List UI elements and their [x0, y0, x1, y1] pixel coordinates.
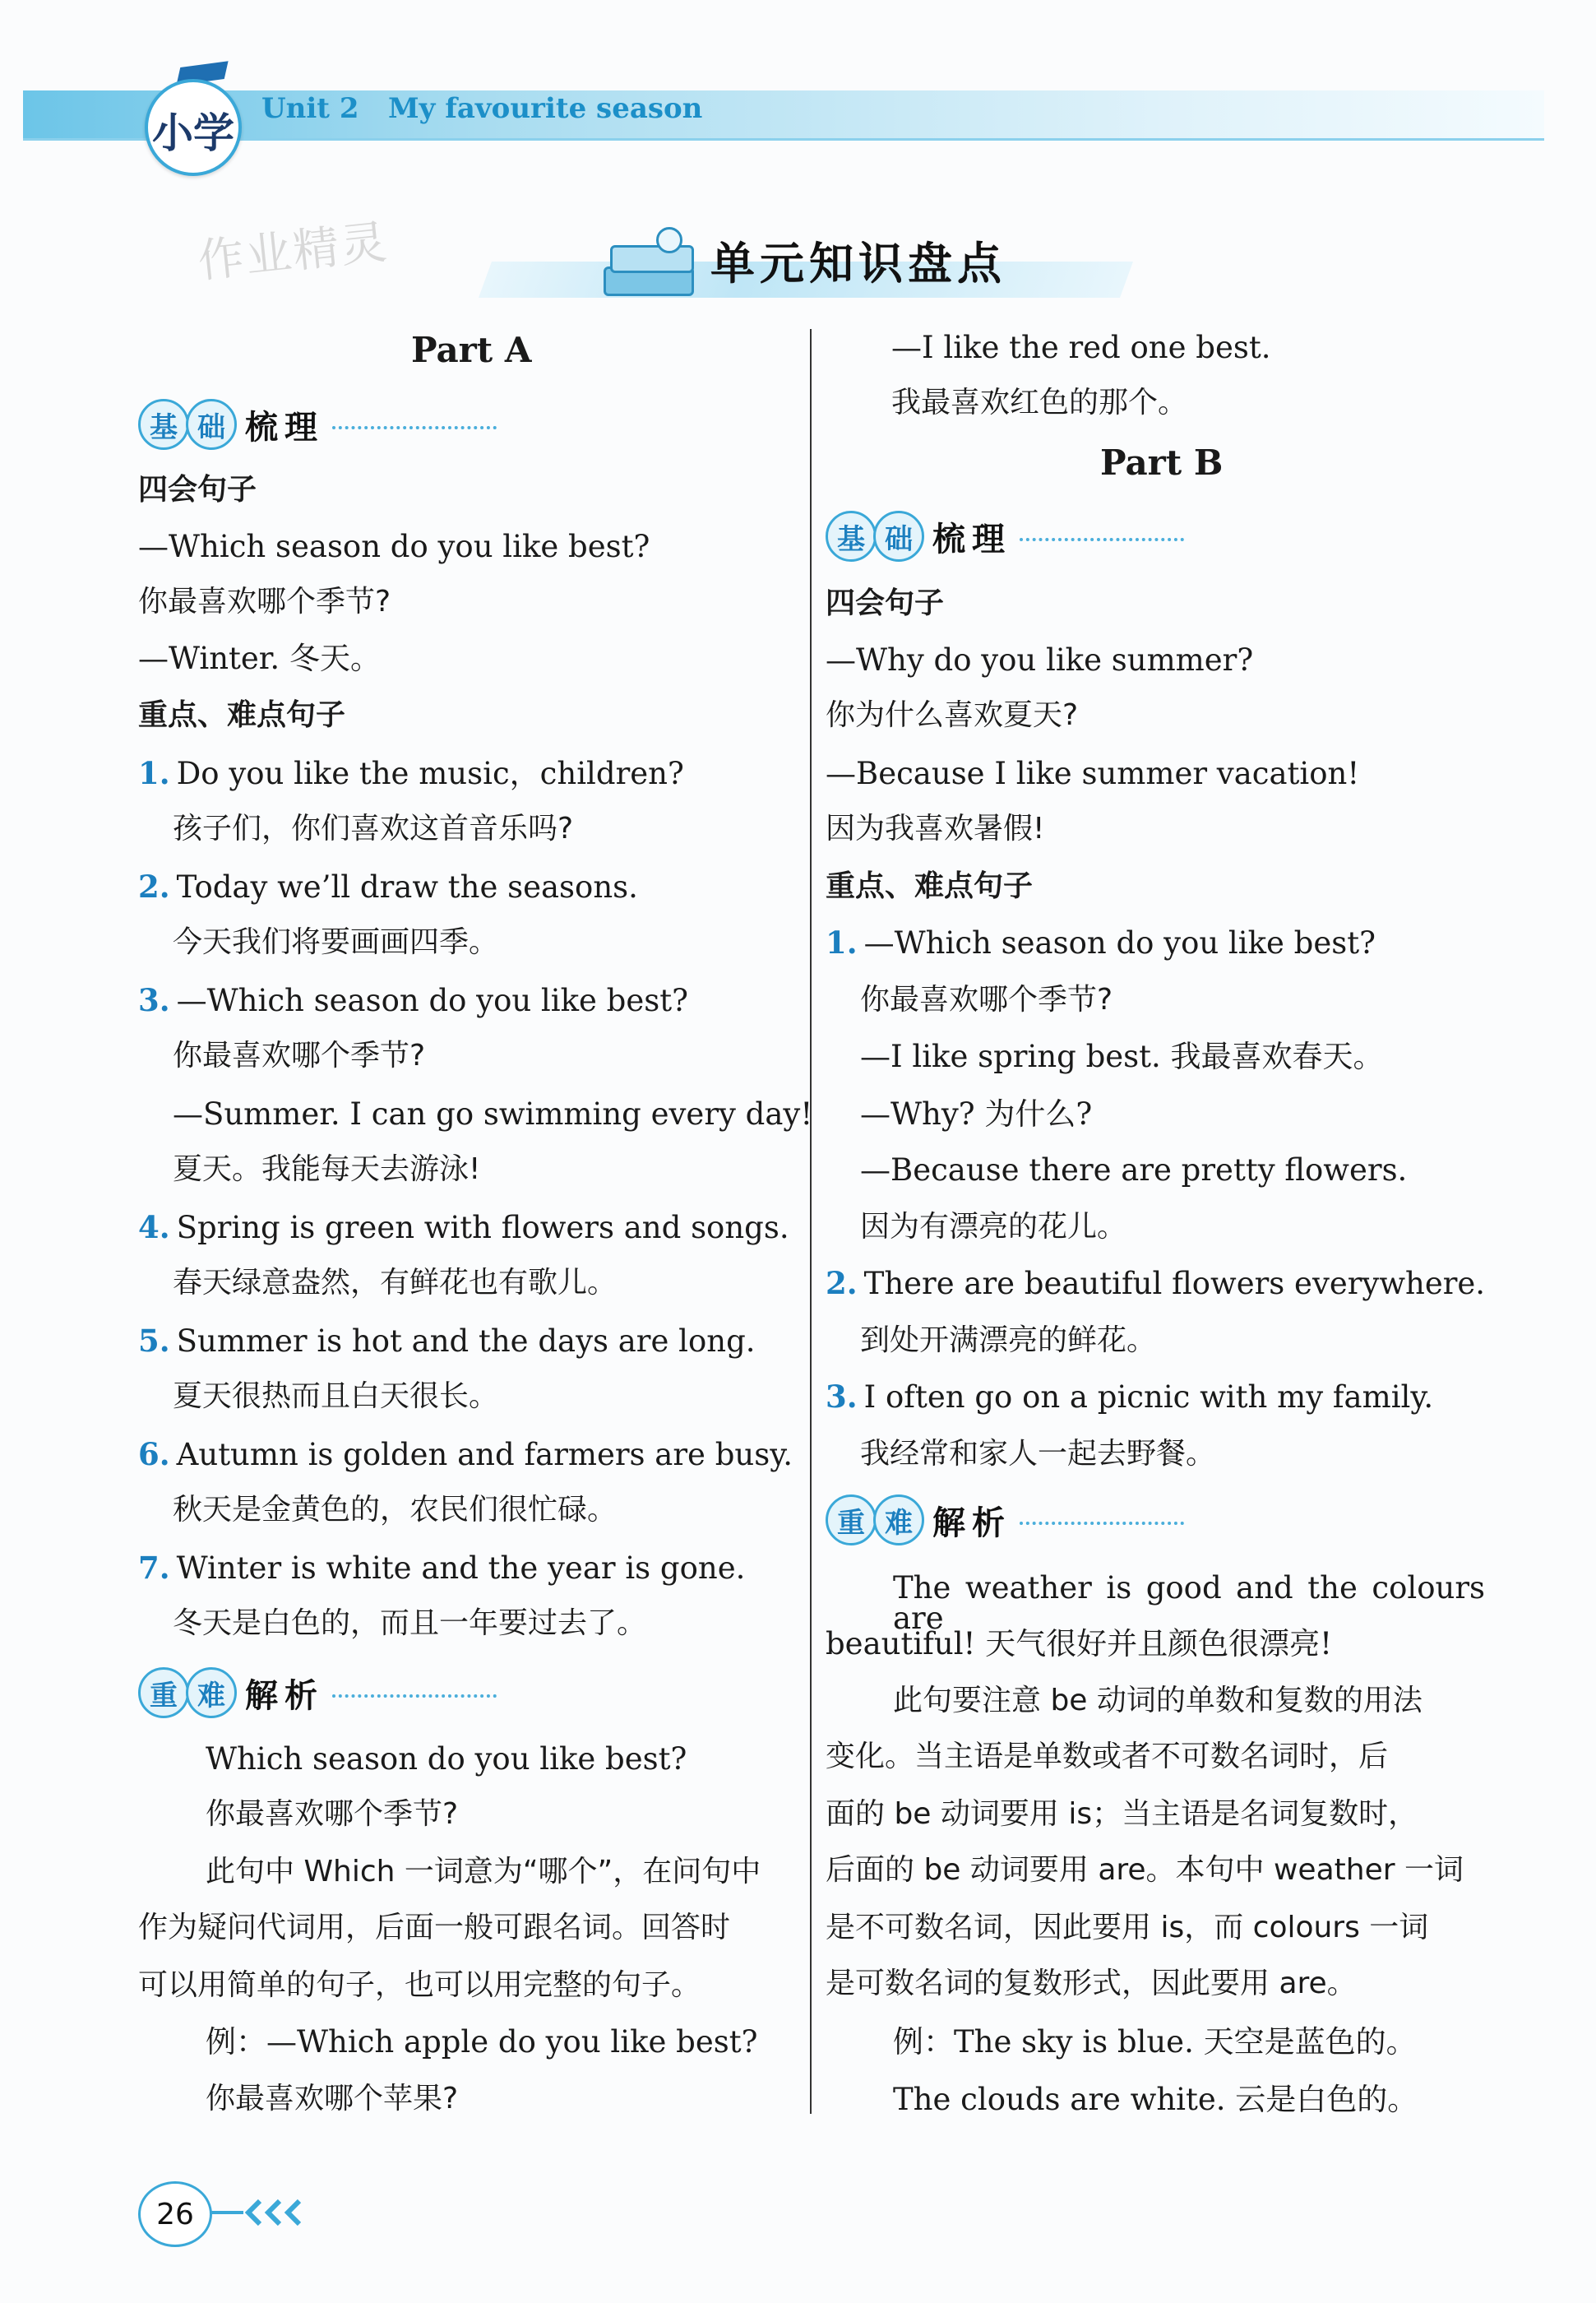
right-item-3-cn: 我经常和家人一起去野餐。 — [860, 1437, 1216, 1471]
right-paragraph-1: 此句要注意 be 动词的单数和复数的用法 — [893, 1684, 1423, 1717]
left-s2: —Winter. 冬天。 — [138, 641, 381, 676]
item-number: 5. — [138, 1323, 170, 1359]
right-item-1-en3: —Why? 为什么? — [860, 1096, 1093, 1132]
right-paragraph-4: 后面的 be 动词要用 are。本句中 weather 一词 — [826, 1853, 1464, 1887]
right-paragraph-5: 是不可数名词，因此要用 is，而 colours 一词 — [826, 1911, 1429, 1944]
left-item-6 — [138, 1436, 793, 1472]
tag-dots — [1020, 1522, 1184, 1525]
item-en: Today we’ll draw the seasons. — [176, 869, 638, 905]
right-s1-cn: 你为什么喜欢夏天? — [826, 698, 1079, 732]
item-en: Summer is hot and the days are long. — [176, 1323, 756, 1359]
left-s1: —Which season do you like best? — [138, 529, 650, 564]
left-item-7 — [138, 1550, 746, 1586]
tag-char-1: 基 — [138, 399, 189, 450]
item-number: 4. — [138, 1209, 170, 1245]
left-item-5 — [138, 1323, 756, 1359]
tag-basic-right — [826, 510, 1184, 563]
item-en: —Which season do you like best? — [863, 925, 1376, 961]
part-a-title: Part A — [411, 330, 532, 370]
item-number: 6. — [138, 1436, 170, 1472]
page-number: 26 — [138, 2181, 212, 2247]
right-weather-2: beautiful! 天气很好并且颜色很漂亮! — [826, 1626, 1333, 1661]
tag-analysis-right — [826, 1494, 1184, 1546]
right-item-2-cn: 到处开满漂亮的鲜花。 — [860, 1323, 1157, 1357]
tag-char-2: 难 — [873, 1494, 924, 1545]
right-item-1-cn4: 因为有漂亮的花儿。 — [860, 1210, 1127, 1244]
left-item-2-cn: 今天我们将要画画四季。 — [173, 925, 499, 959]
left-item-3-cn: 你最喜欢哪个季节? — [173, 1039, 426, 1073]
item-number: 2. — [826, 1265, 858, 1301]
left-item-1-cn: 孩子们，你们喜欢这首音乐吗? — [173, 812, 574, 846]
left-item-2 — [138, 869, 638, 905]
left-item-4-cn: 春天绿意盎然，有鲜花也有歌儿。 — [173, 1266, 618, 1300]
item-number: 1. — [826, 924, 858, 961]
unit-title: My favourite season — [388, 92, 703, 125]
tag-label: 梳理 — [932, 520, 1011, 558]
left-item-7-cn: 冬天是白色的，而且一年要过去了。 — [173, 1606, 647, 1640]
item-number: 3. — [138, 982, 170, 1018]
tag-label: 梳理 — [245, 408, 324, 447]
right-example-2: The clouds are white. 云是白色的。 — [893, 2082, 1418, 2117]
tag-dots — [332, 1694, 497, 1698]
right-paragraph-6: 是可数名词的复数形式，因此要用 are。 — [826, 1967, 1357, 2000]
key-heading-left: 重点、难点句子 — [138, 698, 346, 732]
tag-dots — [332, 426, 497, 429]
left-item-4 — [138, 1209, 789, 1245]
right-item-1-cn: 你最喜欢哪个季节? — [860, 983, 1113, 1017]
tag-basic-left — [138, 398, 497, 451]
right-item-1-en4: —Because there are pretty flowers. — [860, 1152, 1408, 1188]
left-item-3-en2: —Summer. I can go swimming every day! — [173, 1096, 813, 1132]
right-example-1: 例：The sky is blue. 天空是蓝色的。 — [893, 2024, 1417, 2060]
item-number: 2. — [138, 869, 170, 905]
arrow-decoration-icon — [210, 2196, 326, 2229]
right-item-1 — [826, 924, 1376, 961]
right-paragraph-2: 变化。当主语是单数或者不可数名词时，后 — [826, 1740, 1389, 1773]
left-item-1 — [138, 755, 684, 791]
books-icon — [599, 224, 697, 298]
tag-char-2: 难 — [186, 1667, 237, 1718]
right-r1: —I like the red one best. — [891, 330, 1271, 365]
tag-char-1: 重 — [826, 1494, 877, 1545]
right-item-3 — [826, 1379, 1434, 1415]
tag-analysis-left — [138, 1666, 497, 1719]
item-en: I often go on a picnic with my family. — [863, 1379, 1434, 1415]
left-item-3-cn2: 夏天。我能每天去游泳! — [173, 1152, 481, 1186]
item-number: 3. — [826, 1379, 858, 1415]
item-number: 1. — [138, 755, 170, 791]
logo — [145, 79, 242, 176]
right-paragraph-3: 面的 be 动词要用 is；当主语是名词复数时， — [826, 1797, 1418, 1831]
item-en: There are beautiful flowers everywhere. — [863, 1266, 1486, 1301]
item-number: 7. — [138, 1550, 170, 1586]
tag-char-2: 础 — [186, 399, 237, 450]
four-skills-heading-left: 四会句子 — [138, 473, 257, 507]
item-en: Spring is green with flowers and songs. — [176, 1210, 789, 1245]
key-heading-right: 重点、难点句子 — [826, 869, 1034, 903]
left-item-5-cn: 夏天很热而且白天很长。 — [173, 1379, 499, 1413]
left-example-1: 例：—Which apple do you like best? — [206, 2024, 758, 2060]
left-item-3 — [138, 982, 688, 1018]
tag-label: 解析 — [245, 1676, 324, 1715]
right-s1: —Why do you like summer? — [826, 642, 1254, 678]
banner-title: 单元知识盘点 — [710, 238, 1006, 290]
logo-text: 小学 — [152, 109, 234, 157]
left-paragraph-1: 此句中 Which 一词意为“哪个”，在问句中 — [206, 1855, 761, 1888]
item-en: Do you like the music，children? — [176, 756, 684, 791]
tag-char-1: 重 — [138, 1667, 189, 1718]
tag-char-2: 础 — [873, 511, 924, 562]
tag-dots — [1020, 538, 1184, 541]
column-divider — [810, 329, 812, 2114]
tag-char-1: 基 — [826, 511, 877, 562]
left-paragraph-2: 作为疑问代词用，后面一般可跟名词。回答时 — [138, 1911, 731, 1944]
header-title — [261, 92, 702, 125]
right-item-1-en2: —I like spring best. 我最喜欢春天。 — [860, 1039, 1384, 1074]
left-s1-cn: 你最喜欢哪个季节? — [138, 585, 391, 619]
left-item-6-cn: 秋天是金黄色的，农民们很忙碌。 — [173, 1493, 618, 1527]
left-analysis-en: Which season do you like best? — [206, 1741, 687, 1777]
right-s2-cn: 因为我喜欢暑假! — [826, 812, 1045, 846]
header-band — [23, 90, 1544, 141]
right-item-2 — [826, 1265, 1486, 1301]
item-en: Winter is white and the year is gone. — [176, 1550, 746, 1586]
left-paragraph-3: 可以用简单的句子，也可以用完整的句子。 — [138, 1968, 701, 2002]
tag-label: 解析 — [932, 1504, 1011, 1542]
left-analysis-cn: 你最喜欢哪个季节? — [206, 1797, 459, 1831]
left-example-2: 你最喜欢哪个苹果? — [206, 2082, 459, 2115]
right-weather-1: The weather is good and the colours are — [893, 1570, 1485, 1636]
watermark: 作业精灵 — [195, 215, 391, 289]
right-r2: 我最喜欢红色的那个。 — [891, 386, 1188, 419]
right-s2: —Because I like summer vacation! — [826, 756, 1360, 791]
item-en: Autumn is golden and farmers are busy. — [176, 1437, 793, 1472]
item-en: —Which season do you like best? — [176, 983, 688, 1018]
four-skills-heading-right: 四会句子 — [826, 586, 945, 620]
part-b-title: Part B — [1100, 443, 1224, 483]
unit-label: Unit 2 — [261, 92, 359, 125]
